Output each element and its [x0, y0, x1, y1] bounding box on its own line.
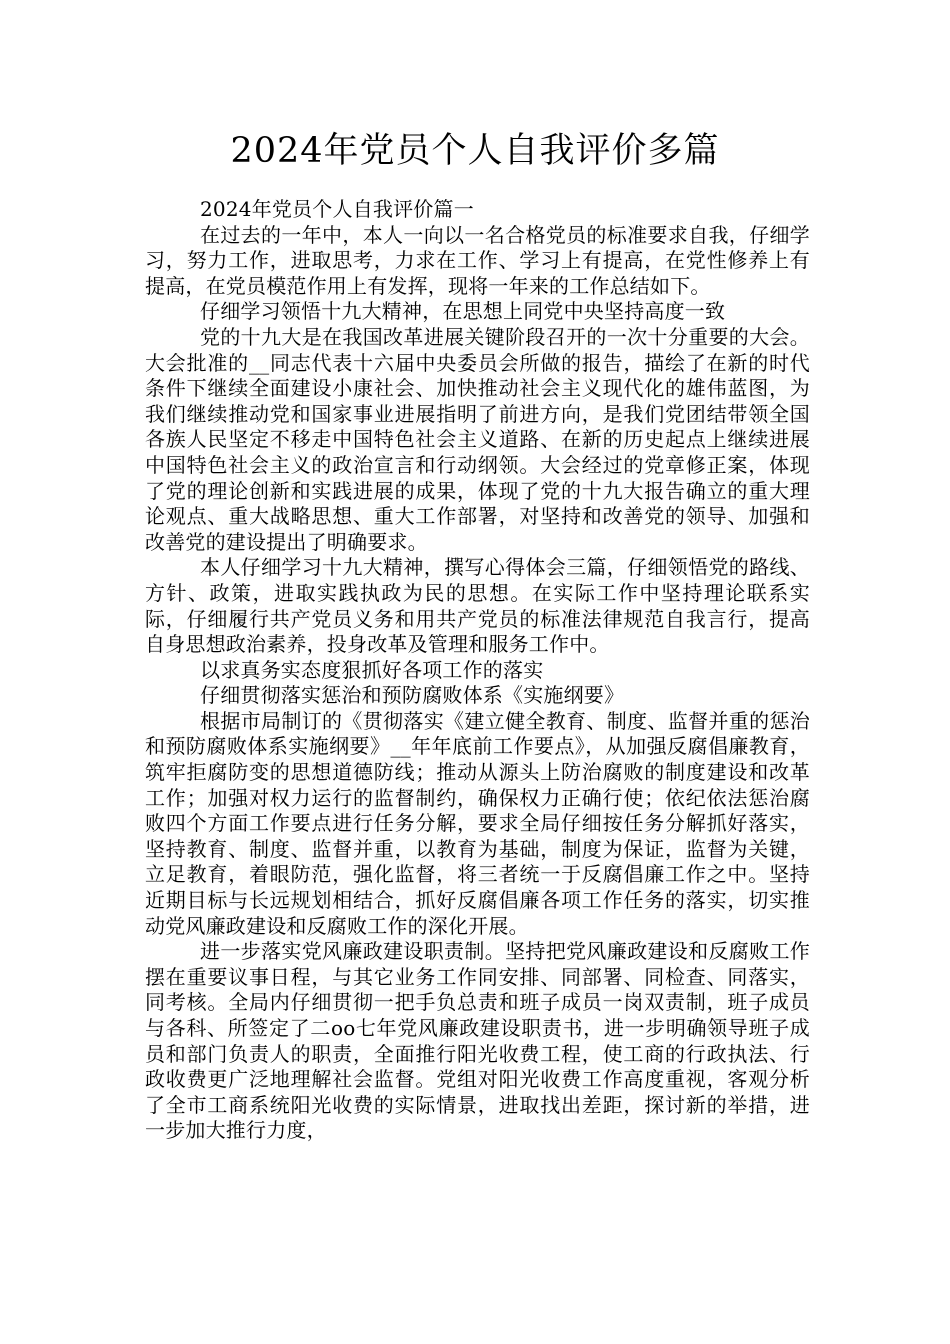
body-paragraph-intro: 在过去的一年中，本人一向以一名合格党员的标准要求自我，仔细学习，努力工作，进取思考，力求在工作、学习上有提高，在党性修养上有提高，在党员模范作用上有发挥，现将一年来的工作总结如下。 — [145, 222, 810, 298]
section-heading-part-one: 2024年党员个人自我评价篇一 — [200, 197, 474, 221]
document-title: 2024年党员个人自我评价多篇 — [230, 131, 720, 171]
subheading-study-spirit: 仔细学习领悟十九大精神，在思想上同党中央坚持高度一致 — [200, 299, 726, 324]
subheading-implementation: 以求真务实态度狠抓好各项工作的落实 — [200, 657, 544, 682]
document-body — [145, 197, 810, 1144]
body-paragraph-personal-study: 本人仔细学习十九大精神，撰写心得体会三篇，仔细领悟党的路线、方针、政策，进取实践执政为民的思想。在实际工作中坚持理论联系实际，仔细履行共产党员义务和用共产党员的标准法律规范自我言行，提高自身思想政治素养，投身改革及管理和服务工作中。 — [145, 555, 810, 657]
body-paragraph-work-points: 根据市局制订的《贯彻落实《建立健全教育、制度、监督并重的惩治和预防腐败体系实施纲要》__年年底前工作要点》，从加强反腐倡廉教育，筑牢拒腐防变的思想道德防线；推动从源头上防治腐败的制度建设和改革工作；加强对权力运行的监督制约，确保权力正确行使；依纪依法惩治腐败四个方面工作要点进行任务分解，要求全局仔细按任务分解抓好落实，坚持教育、制度、监督并重，以教育为基础，制度为保证，监督为关键，立足教育，着眼防范，强化监督，将三者统一于反腐倡廉工作之中。坚持近期目标与长远规划相结合，抓好反腐倡廉各项工作任务的落实，切实推动党风廉政建设和反腐败工作的深化开展。 — [145, 708, 810, 938]
subheading-anti-corruption: 仔细贯彻落实惩治和预防腐败体系《实施纲要》 — [200, 683, 625, 708]
body-paragraph-congress: 党的十九大是在我国改革进展关键阶段召开的一次十分重要的大会。大会批准的__同志代表十六届中央委员会所做的报告，描绘了在新的时代条件下继续全面建设小康社会、加快推动社会主义现代化的雄伟蓝图，为我们继续推动党和国家事业进展指明了前进方向，是我们党团结带领全国各族人民坚定不移走中国特色社会主义道路、在新的历史起点上继续进展中国特色社会主义的政治宣言和行动纲领。大会经过的党章修正案，体现了党的理论创新和实践进展的成果，体现了党的十九大报告确立的重大理论观点、重大战略思想、重大工作部署，对坚持和改善党的领导、加强和改善党的建设提出了明确要求。 — [145, 324, 810, 554]
body-paragraph-responsibility: 进一步落实党风廉政建设职责制。坚持把党风廉政建设和反腐败工作摆在重要议事日程，与其它业务工作同安排、同部署、同检查、同落实，同考核。全局内仔细贯彻一把手负总责和班子成员一岗双责制，班子成员与各科、所签定了二oo七年党风廉政建设职责书，进一步明确领导班子成员和部门负责人的职责，全面推行阳光收费工程，使工商的行政执法、行政收费更广泛地理解社会监督。党组对阳光收费工作高度重视，客观分析了全市工商系统阳光收费的实际情景，进取找出差距，探讨新的举措，进一步加大推行力度， — [145, 939, 810, 1143]
